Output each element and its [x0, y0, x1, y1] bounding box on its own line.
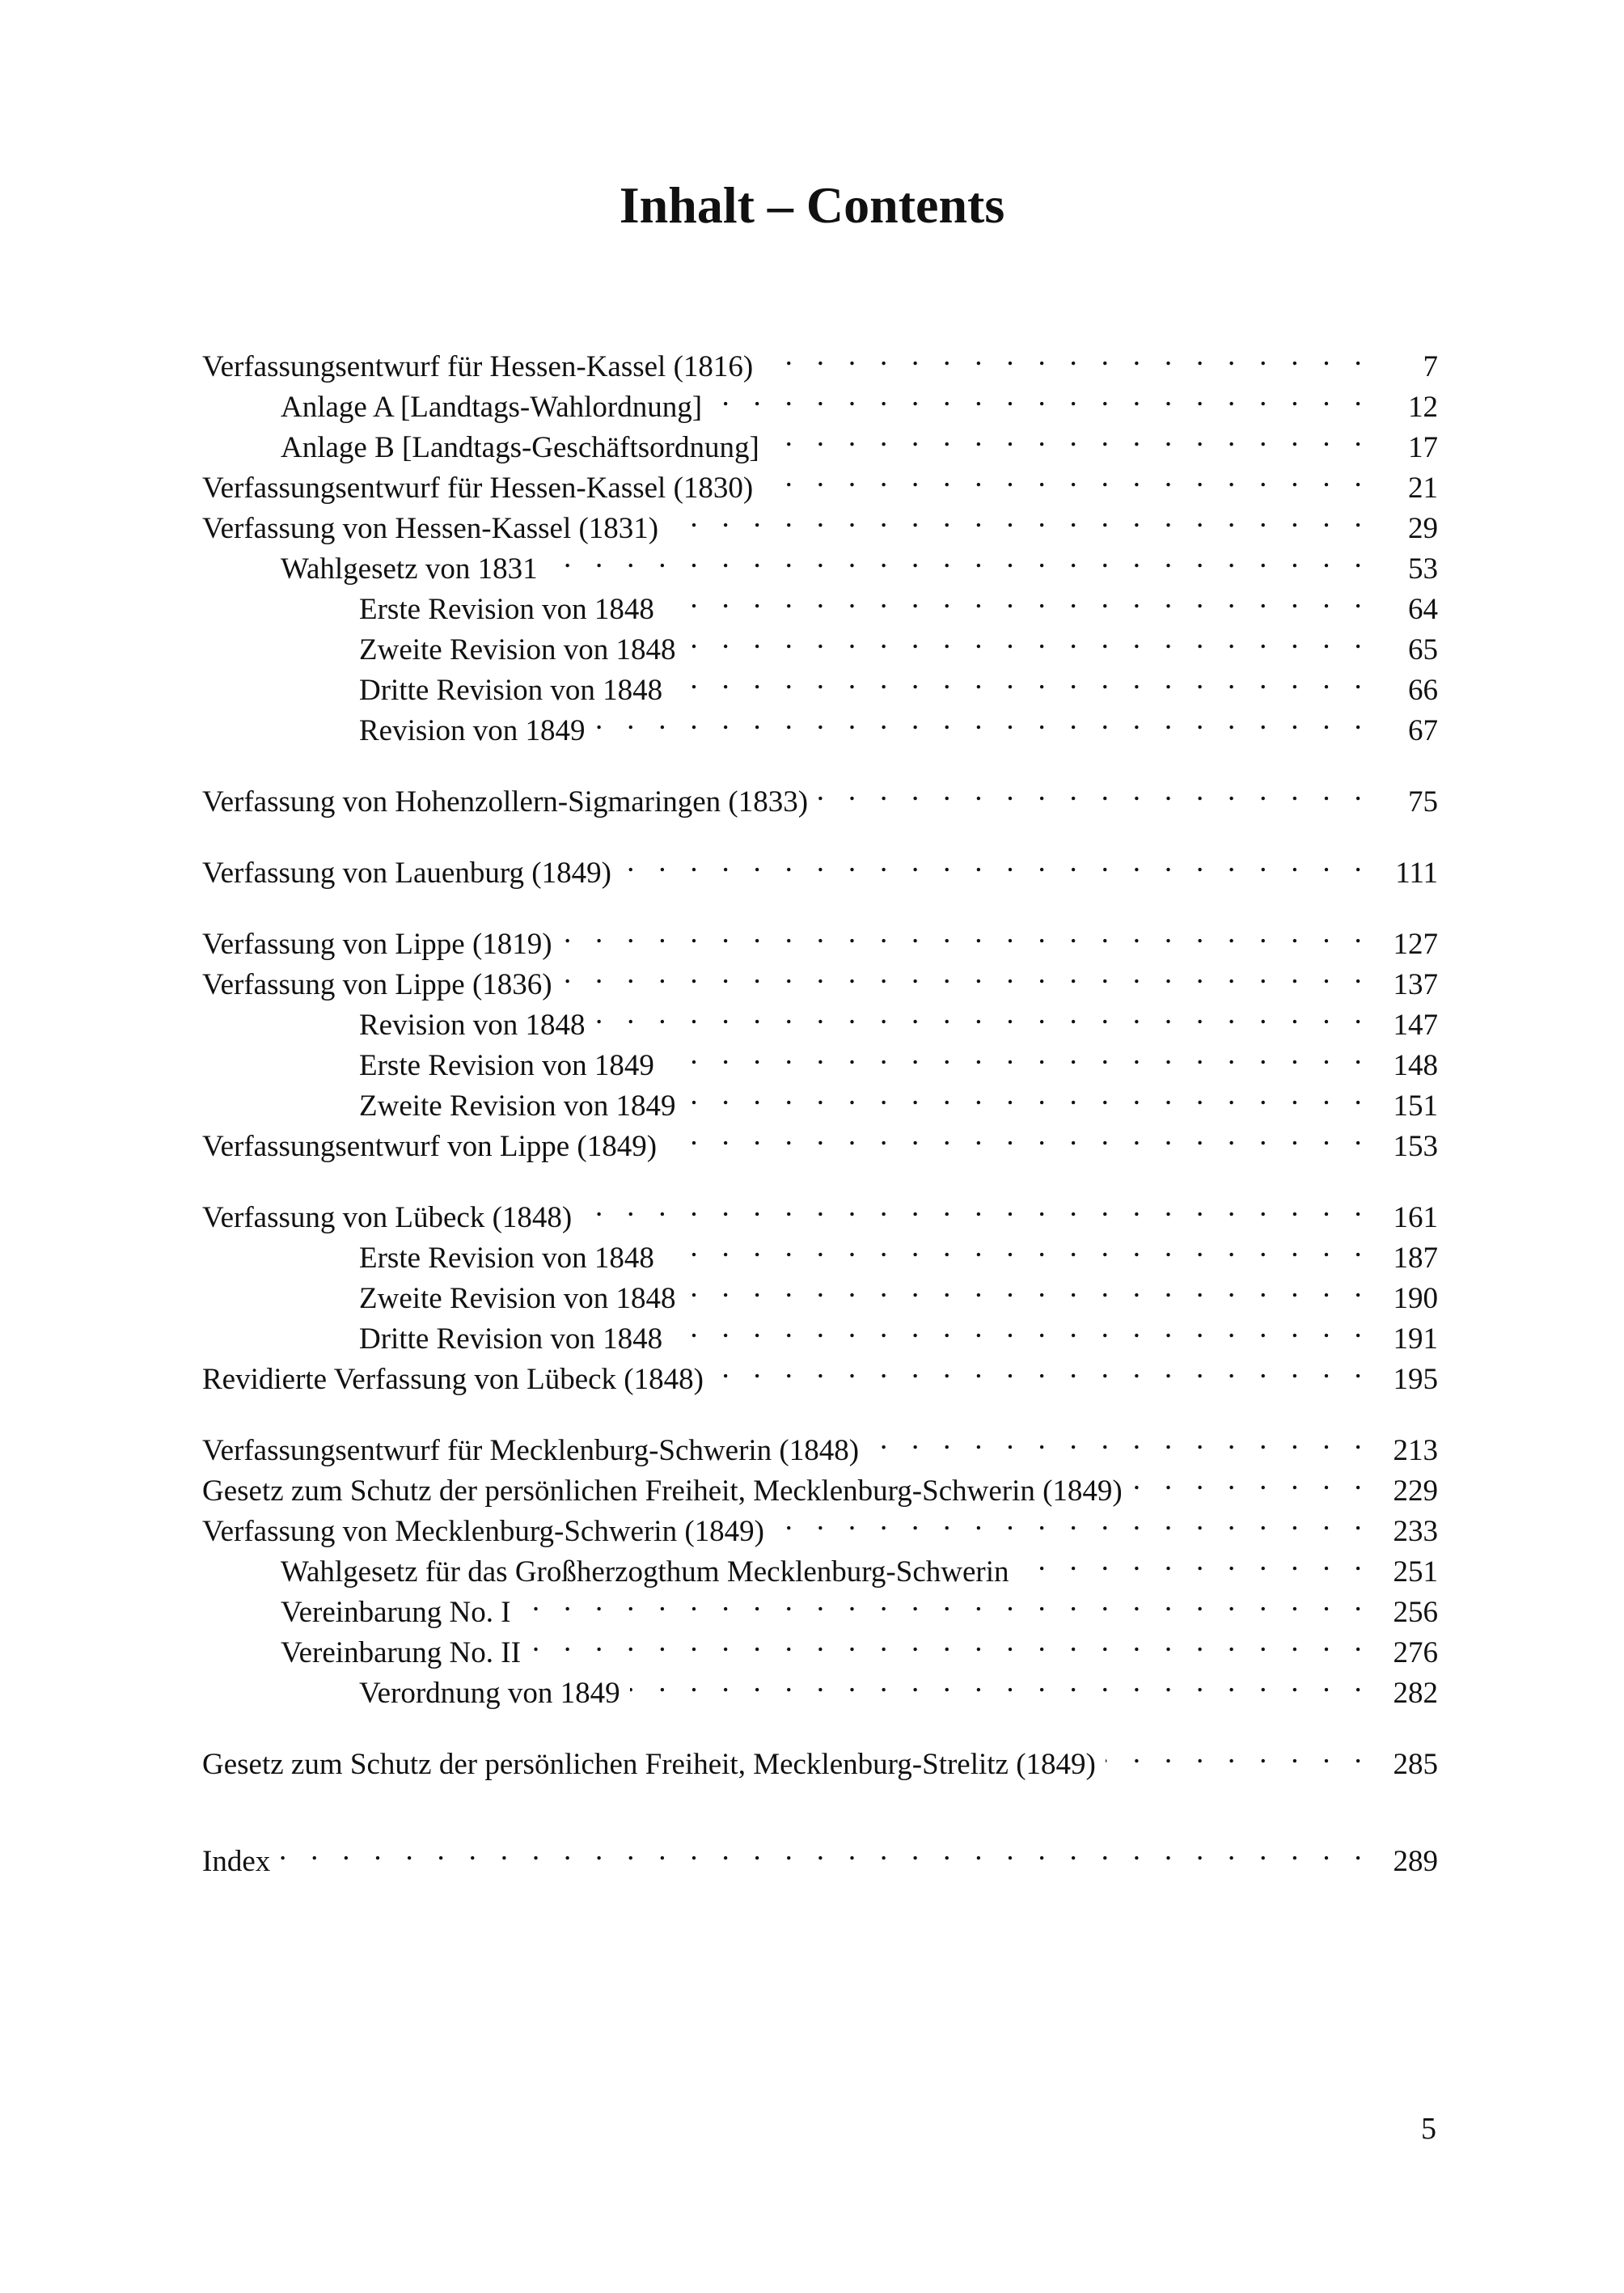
dot-leader — [686, 1267, 1370, 1308]
toc-entry — [202, 336, 1438, 383]
toc-entry-page: 213 — [1393, 1434, 1438, 1467]
dot-leader — [562, 913, 1370, 954]
toc-entry-title: Vereinbarung No. II — [281, 1636, 521, 1669]
dot-leader — [630, 1662, 1370, 1703]
toc-entry-page: 256 — [1393, 1596, 1438, 1629]
dot-leader — [769, 417, 1370, 457]
toc-entry-title: Verfassung von Lippe (1836) — [202, 968, 552, 1001]
toc-entry-title: Vereinbarung No. I — [281, 1596, 511, 1629]
toc-entry-page: 289 — [1393, 1845, 1438, 1878]
toc-entry-page: 251 — [1393, 1555, 1438, 1589]
dot-leader — [818, 771, 1370, 811]
toc-entry-page: 64 — [1408, 593, 1438, 626]
dot-leader — [1106, 1733, 1370, 1774]
toc-entry-page: 195 — [1393, 1363, 1438, 1396]
dot-leader — [664, 1227, 1370, 1267]
toc-entry-title: Verfassung von Lippe (1819) — [202, 928, 552, 961]
toc-entry-title: Verfassungsentwurf für Hessen-Kassel (1816) — [202, 350, 754, 383]
dot-leader — [713, 1348, 1370, 1389]
toc-entry-title: Anlage A [Landtags-Wahlordnung] — [281, 391, 703, 424]
dot-leader — [668, 497, 1370, 538]
toc-entry — [202, 1419, 1438, 1467]
dot-leader — [595, 700, 1370, 740]
page-title: Inhalt – Contents — [619, 176, 1005, 234]
toc-entry-page: 276 — [1393, 1636, 1438, 1669]
dot-leader — [686, 619, 1370, 659]
toc-entry-page: 7 — [1423, 350, 1438, 383]
dot-leader — [531, 1622, 1370, 1662]
toc-entry-title: Dritte Revision von 1848 — [359, 674, 663, 707]
toc-entry-page: 17 — [1408, 431, 1438, 464]
dot-leader — [582, 1187, 1370, 1227]
toc-entry-title: Verfassung von Lauenburg (1849) — [202, 857, 611, 890]
dot-leader — [672, 659, 1370, 700]
toc-entry-title: Verordnung von 1849 — [359, 1677, 620, 1710]
dot-leader — [280, 1830, 1370, 1871]
dot-leader — [1132, 1460, 1370, 1500]
toc-entry-title: Erste Revision von 1848 — [359, 593, 654, 626]
dot-leader — [763, 457, 1370, 497]
toc-entry-page: 153 — [1393, 1130, 1438, 1163]
toc-entry-title: Revision von 1849 — [359, 714, 586, 747]
dot-leader — [672, 1308, 1370, 1348]
toc-entry-page: 111 — [1395, 857, 1438, 890]
dot-leader — [621, 842, 1370, 882]
toc-entry — [202, 913, 1438, 961]
dot-leader — [686, 1075, 1370, 1115]
toc-entry-page: 67 — [1408, 714, 1438, 747]
dot-leader — [548, 538, 1370, 578]
toc-entry-page: 233 — [1393, 1515, 1438, 1548]
dot-leader — [664, 578, 1370, 619]
toc-entry-page: 190 — [1393, 1282, 1438, 1315]
toc-entry-page: 282 — [1393, 1677, 1438, 1710]
toc-entry-page: 285 — [1393, 1748, 1438, 1781]
toc-entry-page: 187 — [1393, 1242, 1438, 1275]
toc-entry-title: Wahlgesetz für das Großherzogthum Mecklenburg-Schwerin — [281, 1555, 1009, 1589]
toc-entry-page: 161 — [1393, 1201, 1438, 1234]
toc-entry-title: Wahlgesetz von 1831 — [281, 552, 538, 586]
table-of-contents — [202, 336, 1438, 1878]
toc-entry-page: 127 — [1393, 928, 1438, 961]
toc-entry-title: Verfassungsentwurf für Mecklenburg-Schwerin (1848) — [202, 1434, 860, 1467]
toc-entry-page: 151 — [1393, 1089, 1438, 1123]
toc-entry-title: Verfassungsentwurf von Lippe (1849) — [202, 1130, 658, 1163]
toc-entry-page: 12 — [1408, 391, 1438, 424]
toc-entry-title: Dritte Revision von 1848 — [359, 1322, 663, 1356]
toc-entry-title: Gesetz zum Schutz der persönlichen Freiheit, Mecklenburg-Strelitz (1849) — [202, 1748, 1096, 1781]
toc-entry-title: Index — [202, 1845, 271, 1878]
toc-entry — [202, 1733, 1438, 1781]
toc-entry — [202, 1187, 1438, 1234]
toc-entry — [202, 842, 1438, 890]
toc-entry-page: 65 — [1408, 633, 1438, 666]
toc-entry — [202, 771, 1438, 819]
toc-entry-page: 147 — [1393, 1009, 1438, 1042]
toc-entry-title: Zweite Revision von 1849 — [359, 1089, 676, 1123]
dot-leader — [666, 1115, 1370, 1156]
dot-leader — [521, 1581, 1370, 1622]
toc-entry-page: 75 — [1408, 785, 1438, 819]
dot-leader — [595, 994, 1370, 1034]
toc-entry-page: 148 — [1393, 1049, 1438, 1082]
toc-entry-title: Verfassung von Mecklenburg-Schwerin (1849) — [202, 1515, 764, 1548]
toc-entry-title: Revidierte Verfassung von Lübeck (1848) — [202, 1363, 704, 1396]
dot-leader — [1019, 1541, 1370, 1581]
toc-entry-title: Erste Revision von 1849 — [359, 1049, 654, 1082]
toc-entry-title: Gesetz zum Schutz der persönlichen Freiheit, Mecklenburg-Schwerin (1849) — [202, 1474, 1123, 1508]
toc-entry-title: Verfassung von Hohenzollern-Sigmaringen (1833) — [202, 785, 809, 819]
toc-entry-page: 29 — [1408, 512, 1438, 545]
toc-entry-page: 229 — [1393, 1474, 1438, 1508]
toc-entry-title: Erste Revision von 1848 — [359, 1242, 654, 1275]
dot-leader — [562, 954, 1370, 994]
page-number: 5 — [1421, 2112, 1436, 2146]
toc-entry-page: 191 — [1393, 1322, 1438, 1356]
toc-entry-title: Anlage B [Landtags-Geschäftsordnung] — [281, 431, 759, 464]
toc-entry-title: Zweite Revision von 1848 — [359, 1282, 676, 1315]
toc-entry — [202, 1830, 1438, 1878]
toc-entry-page: 137 — [1393, 968, 1438, 1001]
toc-entry-title: Verfassungsentwurf für Hessen-Kassel (1830) — [202, 472, 754, 505]
toc-entry-title: Revision von 1848 — [359, 1009, 586, 1042]
toc-entry-title: Verfassung von Lübeck (1848) — [202, 1201, 573, 1234]
toc-entry-page: 53 — [1408, 552, 1438, 586]
toc-entry-page: 66 — [1408, 674, 1438, 707]
dot-leader — [664, 1034, 1370, 1075]
dot-leader — [774, 1500, 1370, 1541]
toc-entry-title: Verfassung von Hessen-Kassel (1831) — [202, 512, 659, 545]
dot-leader — [869, 1419, 1370, 1460]
dot-leader — [763, 336, 1370, 376]
toc-entry-page: 21 — [1408, 472, 1438, 505]
toc-entry-title: Zweite Revision von 1848 — [359, 633, 676, 666]
dot-leader — [712, 376, 1370, 417]
